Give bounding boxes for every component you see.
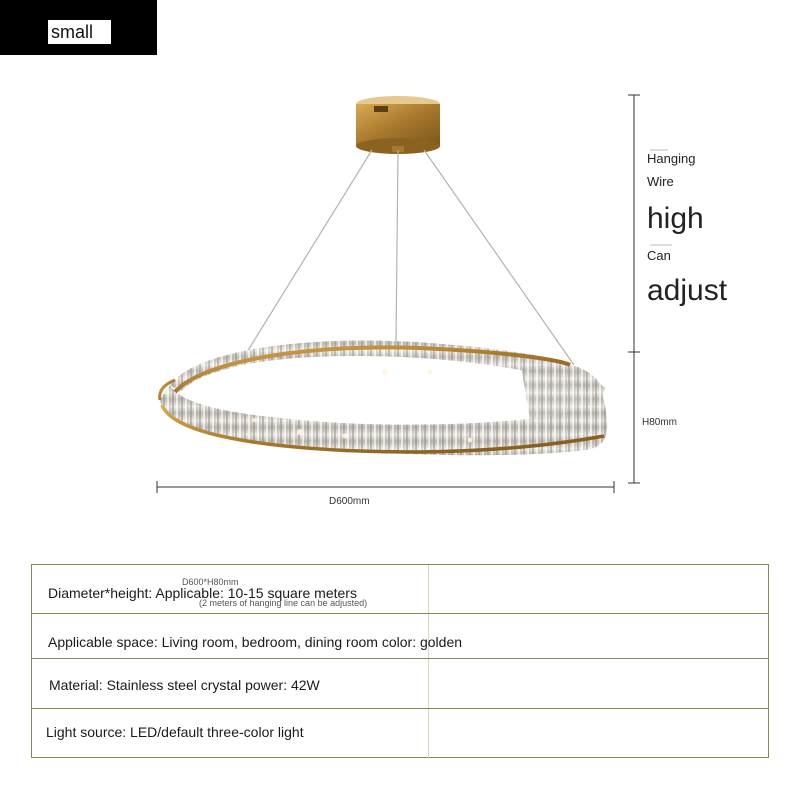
- spec-size-text: Diameter*height: Applicable: 10-15 square meters: [48, 585, 357, 601]
- height-label: H80mm: [642, 417, 678, 428]
- spec-material-text: Material: Stainless steel crystal power: 42W: [49, 677, 320, 693]
- label-wire: Wire: [647, 174, 674, 189]
- spec-size-overlay: D600*H80mm: [182, 577, 239, 587]
- label-high: high: [647, 202, 704, 235]
- spec-row-light: [32, 709, 768, 759]
- spec-light-text: Light source: LED/default three-color light: [46, 724, 304, 740]
- diameter-label: D600mm: [329, 496, 370, 507]
- label-hanging: Hanging: [647, 151, 696, 166]
- spec-table: [31, 564, 769, 758]
- spec-row-space: [32, 614, 768, 659]
- spec-row-material: [32, 659, 768, 709]
- label-adjust: adjust: [647, 274, 728, 307]
- spec-space-text: Applicable space: Living room, bedroom, dining room color: golden: [48, 634, 463, 650]
- ceiling-canopy: [356, 96, 440, 154]
- size-badge-label: small: [48, 20, 111, 44]
- diameter-dimension-line: [157, 481, 614, 493]
- label-can: Can: [647, 248, 671, 263]
- hanging-wires: [247, 150, 574, 365]
- crystal-ring: [160, 340, 607, 455]
- spec-size-note: (2 meters of hanging line can be adjusted): [199, 598, 368, 608]
- spec-row-size: [32, 565, 768, 614]
